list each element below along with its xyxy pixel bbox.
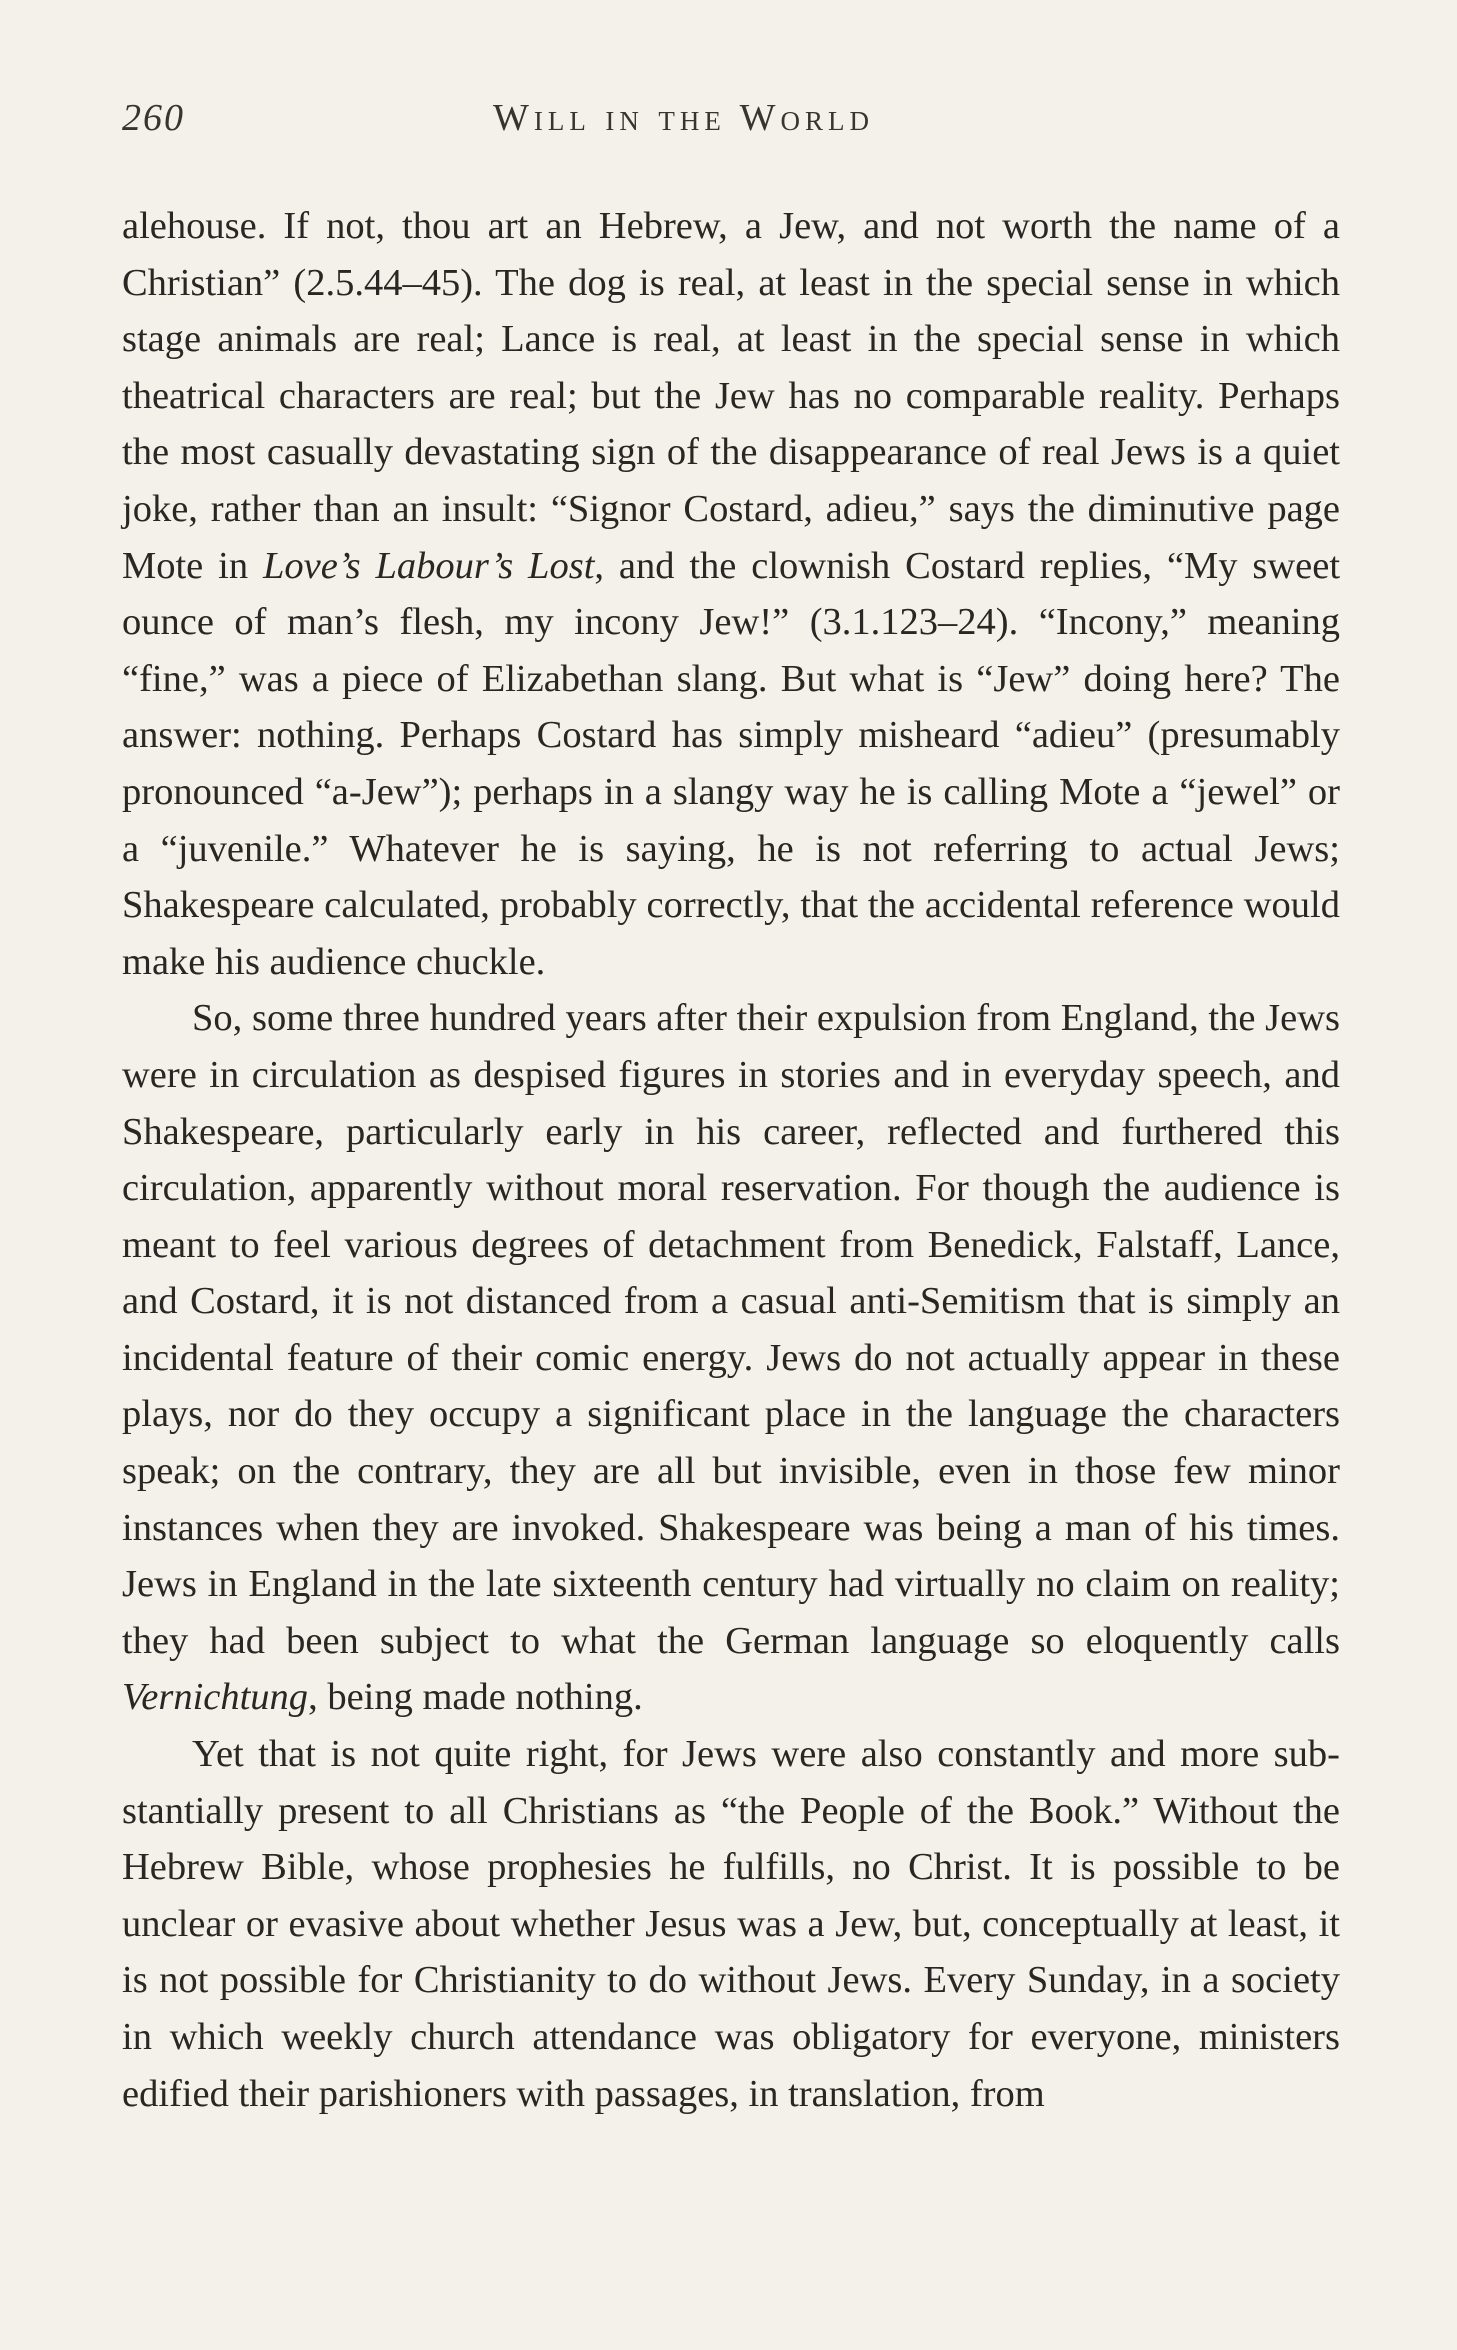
body-text (122, 198, 1340, 2122)
text-segment: alehouse. If not, thou art an Hebrew, a Jew, and not worth the name of a Christian” (2.5.44–45). The dog is real, at least in the special sense in which stage animals are real; Lance is real, at least in the special sense in which theatrical characters are real; but the Jew has no comparable reality. Perhaps the most casually devastating sign of the disappearance of real Jews is a quiet joke, rather than an insult: “Signor Costard, adieu,” says the diminutive page Mote in (122, 205, 1340, 587)
paragraph-1 (122, 198, 1340, 990)
book-title: Will in the World (493, 97, 874, 139)
paragraph-3 (122, 1726, 1340, 2122)
text-segment: So, some three hundred years after their expulsion from England, the Jews were in circulation as despised figures in stories and in everyday speech, and Shakespeare, particularly early in his career, reflected and furthered this circulation, apparently without moral reservation. For though the audience is meant to feel various degrees of detachment from Benedick, Falstaff, Lance, and Costard, it is not distanced from a casual anti-Semitism that is simply an incidental feature of their comic energy. Jews do not actually appear in these plays, nor do they occupy a significant place in the language the characters speak; on the contrary, they are all but invisible, even in those few minor instances when they are invoked. Shakespeare was being a man of his times. Jews in England in the late sixteenth century had virtually no claim on reality; they had been subject to what the German language so eloquently calls (122, 997, 1340, 1662)
text-segment: Yet that is not quite right, for Jews were also constantly and more substantially present to all Christians as “the People of the Book.” Without the Hebrew Bible, whose prophesies he fulfills, no Christ. It is possible to be unclear or evasive about whether Jesus was a Jew, but, conceptually at least, it is not possible for Christianity to do without Jews. Every Sunday, in a society in which weekly church attendance was obligatory for everyone, ministers edified their parishioners with passages, in translation, from (122, 1733, 1340, 2115)
term-vernichtung: Vernichtung (122, 1676, 309, 1719)
text-segment: , being made nothing. (308, 1676, 643, 1719)
play-title-loves-labours-lost: Love’s Labour’s Lost (262, 544, 595, 587)
paragraph-2 (122, 990, 1340, 1726)
text-segment: , and the clownish Costard replies, “My sweet ounce of man’s flesh, my incony Jew!” (3.1.123–24). “Incony,” meaning “fine,” was a piece of Elizabethan slang. But what is “Jew” doing here? The answer: nothing. Perhaps Costard has simply misheard “adieu” (presumably pronounced “a-Jew”); perhaps in a slangy way he is calling Mote a “jewel” or a “juvenile.” Whatever he is saying, he is not referring to actual Jews; Shakespeare calculated, probably correctly, that the accidental reference would make his audience chuckle. (122, 544, 1341, 983)
page-number: 260 (122, 97, 185, 139)
running-head (122, 96, 1340, 146)
